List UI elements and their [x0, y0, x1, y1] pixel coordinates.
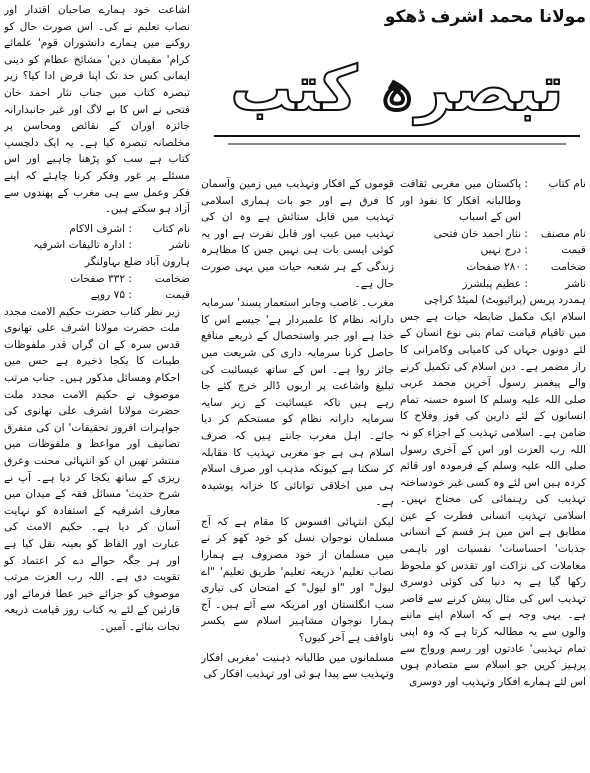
book2-pages-label: ضخامت: [154, 272, 190, 285]
book2-publisher-row: [4, 237, 190, 254]
colon: :: [521, 277, 528, 290]
book2-price-value: ۷۵ روپے: [90, 289, 126, 302]
book1-title-label: نام کتاب: [548, 178, 586, 190]
right-column: [400, 176, 586, 770]
colon: :: [125, 239, 132, 252]
book1-author-value: نثار احمد خان فتحی: [433, 227, 522, 240]
book2-address: ہارون آباد ضلع بہاولنگر: [84, 255, 190, 268]
book1-title-row: [400, 176, 586, 226]
book1-pages-row: [400, 259, 586, 276]
middle-paragraph-3: لیکن انتہائی افسوس کا مقام ہے کہ آج مسلمان نوجوان نسل کو خود کھو کر نے میں مسلمان از خود مصروف ہے ہمارا نصاب تعلیم' ذریعہ تعلیم' طریق تعلیم' "اے لیول" اور "او لیول" کے امتحان کی تیاری سب انگلستان اور امریکہ سے آئے ہیں۔ آج ہمارا نوجوان مشاہیر اسلام سے یکسر ناواقف ہے آخر کیوں؟: [201, 515, 394, 645]
book2-price-row: [4, 287, 190, 304]
book1-title-value: پاکستان میں مغربی ثقافت وطالبانہ افکار کا نفوذ اور اس کے اسباب: [400, 178, 522, 224]
book2-review-paragraph: زیر نظر کتاب حضرت حکیم الامت مجدد ملت حضرت مولانا اشرف علی تھانوی قدس سرہ کے ان گراں قدر ملفوظات طیبات کا یکجا ذخیرہ ہے جس میں احکام ومسائل مذکور ہیں۔ جناب مرتب موصوف نے حکیم الامت مجدد ملت حضرت مولانا اشرف علی تھانوی کی جواہرات افروز تحقیقات' ان کی متفرق تصانیف اور مواعظ و ملفوظات میں منتشر تھیں ان کو انتہائی محنت وعرق ریزی کے ساتھ یکجا کر دیا ہے۔ آپ نے شرح حدیث' مسائل فقہ کے میدان میں معارف اشرفیہ کے استفادہ کو نہایت آسان کر دیا ہے۔ حکیم الامت کی عبارت اور الفاظ کو بعینہ نقل کیا ہے اور ہر جگہ حوالے دے کر اعتماد کو تقویت دی ہے۔ اللہ رب العزت مرتب موصوف کو جزائے خیر عطا فرمائے اور قارئین کے لئے یہ کتاب روز قیامت ذریعہ نجات بنائے۔ آمین۔: [4, 305, 180, 633]
intro-paragraph: اشاعت خود ہمارے صاحبان اقتدار اور نصاب تعلیم نے کی۔ اس صورت حال کو روکنے میں ہمارے دانشوران قوم' علمائے کرام' مقیمان دین' مشائخ عظام کو دینی ایمانی کس حد تک اپنا فرض ادا کیا؟ زیر تبصرہ کتاب میں جناب نثار احمد خان فتحی نے اس کا بے لاگ اور غیر جانبدارانہ جائزہ اوران کے نقائص ومحاسن پر مخلصانہ تبصرہ کیا ہے۔ یہ ایک دلچسپ کتاب ہے سب کو پڑھنا چاہیے اور اس مسئلے پر غور وفکر کرنا چاہئے کہ اپنے فکر وعمل سے ہی مغرب کے پھندوں سے آزاد ہو سکتے ہیں۔: [4, 4, 190, 216]
book1-author-label: نام مصنف: [540, 227, 586, 240]
middle-paragraph-2: مغرب۔ غاصب وجابر استعمار پسند' سرمایہ دارانہ نظام کا علمبردار ہے' جیسے اس کا خدا ہے اور جبر واستحصال کے ذریعے منافع حاصل کرنا سرمایہ داری کی شریعت میں جائز روا ہے۔ اس کے ساتھ عیسائیت کی تبلیغ واشاعت پر اربوں ڈالر خرچ کئے جا رہے ہیں تاکہ عیسائیت کے زیر سایہ سرمایہ دارانہ نظام کو مستحکم کر دیا جائے۔ اہل مغرب جانتے ہیں کہ صرف اسلام ہی ہے جو مغربی تہذیب کا مقابلہ کر سکتا ہے کیونکہ مذہب اور صرف اسلام ہی میں اخلاقی توانائی کا خزانہ پوشیدہ ہے۔: [201, 297, 394, 509]
book1-pages-label: ضخامت: [550, 260, 586, 273]
middle-paragraph-4: مسلمانوں میں طالبانہ ذہنیت 'مغربی افکار وتہذیب سے پیدا ہو ئی اور تہذیب افکار کی: [201, 651, 394, 681]
colon: :: [125, 272, 132, 285]
book1-publisher-label: ناشر: [565, 277, 586, 290]
author-byline: مولانا محمد اشرف ڈھکو: [384, 7, 586, 27]
section-title-banner: [208, 40, 586, 168]
book2-pages-value: ۳۳۲ صفحات: [70, 272, 126, 285]
book2-title-value: اشرف الاکام: [69, 222, 126, 235]
book1-pages-value: ۲۸۰ صفحات: [466, 260, 522, 273]
book2-price-label: قیمت: [165, 289, 190, 302]
colon: :: [521, 227, 528, 240]
middle-paragraph-1: قوموں کے افکار وتہذیب میں زمین وآسمان کا فرق ہے اور جو بات ہماری اسلامی تہذیب میں قابل ستائش ہے وہ ان کی تہذیب میں عیب اور قابل نفرت ہے اور یہ کوئی ایسی بات ہی نہیں جس کا مظاہرہ زندگی کے ہر شعبہ حیات میں یہی صورت حال ہے۔: [201, 178, 394, 290]
right-paragraph-1: اسلام ایک مکمل ضابطہ حیات ہے جس میں تاقیام قیامت تمام بنی نوع انسان کے لئے دونوں جہاں کی کامیابی وکامرانی کا راز مضمر ہے۔ دین اسلام کی تکمیل کرنے والے پیغمبر رسول آخرین محمد عربی صلی اللہ علیہ وسلم کا اسوہ حسنہ تمام انسانوں کے لئے دارین کی فوز وفلاح کا ضامن ہے۔ اسلامی تہذیب کے اجزاء کو نہ اللہ رب العزت اور اس کے آخری رسول صلی اللہ علیہ وسلم کے فرمودہ اور قائم کردہ ہیں اس لئے وہ کسی غیر خودساختہ تہذیب کی رہنمائی کی محتاج نہیں۔ اسلامی تہذیب انسانی فطرت کے عین مطابق ہے اس میں ہر قسم کے انسانی جذبات' احساسات' نفسیات اور باہمی معاملات کی نزاکت اور تقدس کو ملحوظ رکھا گیا ہے یہ دنیا کی کوئی دوسری تہذیب اس کی مثال پیش کرنے سے قاصر ہے۔ یہی وجہ ہے کہ اسلام اپنے ماننے والوں سے یہ مطالبہ کرتا ہے کہ وہ اپنی تمام تہذیبی' عادتوں اور رسم ورواج سے پرہیز کریں جو اسلام سے متصادم ہوں اس لئے ہمارے افکار وتہذیب اور دوسری: [400, 310, 586, 688]
book1-distributor: ہمدرد پریس (پرائیویٹ) لمیٹڈ کراچی: [424, 294, 586, 307]
book1-publisher-row: [400, 276, 586, 293]
colon: :: [125, 289, 132, 302]
book2-publisher-value: ادارہ تالیفات اشرفیہ: [33, 239, 126, 252]
middle-column: [201, 176, 394, 770]
book1-price-label: قیمت: [561, 244, 586, 257]
book1-author-row: [400, 226, 586, 243]
book1-publisher-value: عظیم پبلشرز: [462, 277, 522, 290]
book2-title-label: نام کتاب: [152, 222, 190, 235]
book2-publisher-label: ناشر: [169, 239, 190, 252]
book1-price-row: [400, 242, 586, 259]
book1-price-value: درج نہیں: [480, 244, 522, 257]
colon: :: [125, 222, 132, 235]
book2-pages-row: [4, 271, 190, 288]
book2-title-row: [4, 221, 190, 238]
colon: :: [521, 260, 528, 273]
colon: :: [521, 244, 528, 257]
section-title: تبصرہ کتب: [230, 52, 564, 125]
left-column: [4, 2, 190, 770]
colon: :: [521, 178, 528, 190]
